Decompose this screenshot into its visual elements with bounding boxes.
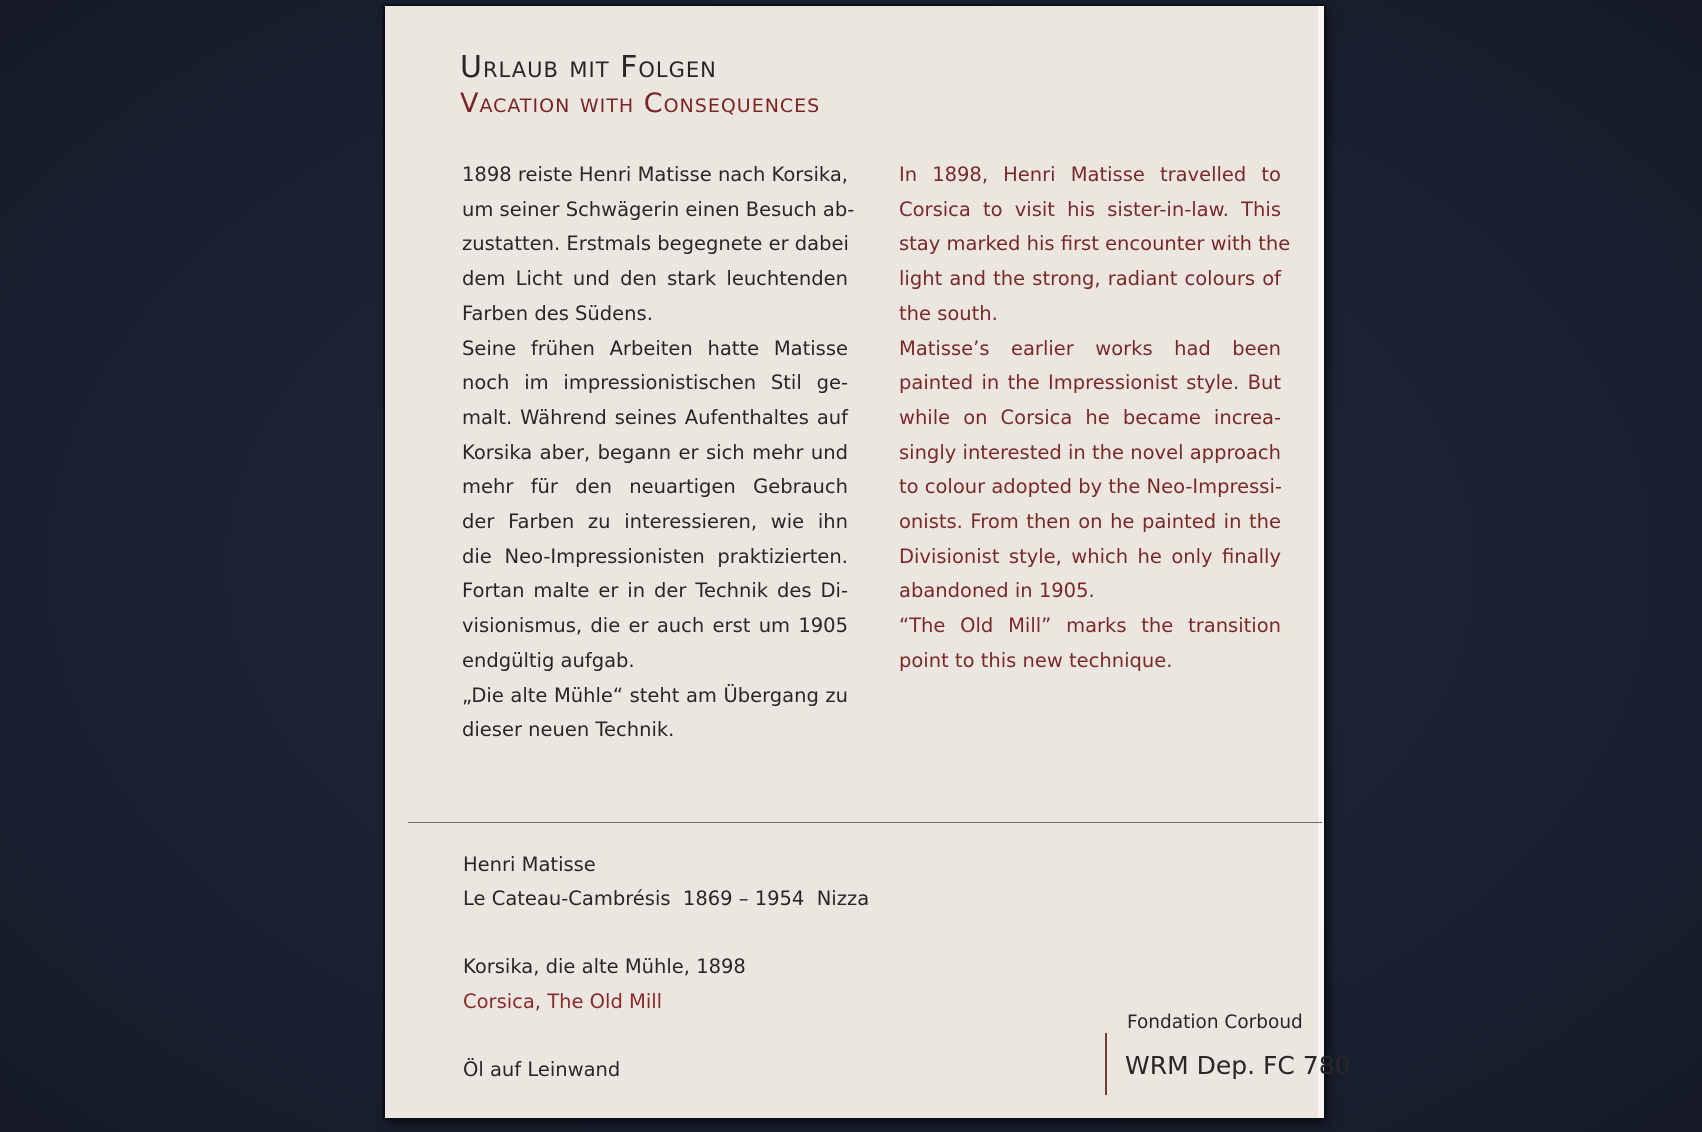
artist-name: Henri Matisse — [463, 853, 596, 876]
text-line: Korsika aber, begann er sich mehr und — [462, 440, 848, 464]
text-english — [899, 158, 1291, 679]
text-line: Corsica to visit his sister-in-law. This — [899, 197, 1281, 221]
artist-life: Le Cateau-Cambrésis 1869 – 1954 Nizza — [463, 887, 870, 910]
text-line: the south. — [899, 301, 998, 325]
text-line: onists. From then on he painted in the — [899, 510, 1281, 534]
text-line: Farben des Südens. — [462, 301, 653, 325]
text-line: In 1898, Henri Matisse travelled to — [899, 163, 1281, 186]
work-title-german: Korsika, die alte Mühle, 1898 — [463, 955, 746, 978]
text-line: “The Old Mill” marks the transition — [899, 614, 1281, 638]
text-line: painted in the Impressionist style. But — [899, 371, 1281, 395]
text-line: Divisionist style, which he only finally — [899, 544, 1281, 568]
text-line: while on Corsica he became increa- — [899, 405, 1281, 429]
text-line: singly interested in the novel approach — [899, 440, 1281, 464]
collection: Fondation Corboud — [1127, 1012, 1303, 1033]
work-title-english: Corsica, The Old Mill — [463, 990, 663, 1013]
museum-label — [385, 6, 1351, 1118]
divider — [408, 822, 1322, 823]
inventory-number: WRM Dep. FC 780 — [1125, 1051, 1351, 1080]
text-line: light and the strong, radiant colours of — [899, 267, 1281, 291]
text-line: dieser neuen Technik. — [462, 718, 675, 742]
text-line: noch im impressionistischen Stil ge- — [462, 371, 848, 395]
text-line: der Farben zu interessieren, wie ihn — [462, 510, 848, 534]
text-line: 1898 reiste Henri Matisse nach Korsika, — [462, 163, 848, 186]
text-line: endgültig aufgab. — [462, 648, 635, 672]
text-line: zustatten. Erstmals begegnete er dabei — [462, 232, 849, 256]
text-line: Fortan malte er in der Technik des Di- — [462, 579, 848, 603]
separator-line — [1105, 1033, 1107, 1095]
text-german — [462, 158, 855, 748]
text-line: um seiner Schwägerin einen Besuch ab- — [462, 197, 855, 221]
title-english: Vacation with Consequences — [460, 88, 821, 119]
text-line: „Die alte Mühle“ steht am Übergang zu — [462, 683, 848, 707]
text-line: visionismus, die er auch erst um 1905 — [462, 614, 848, 638]
text-line: abandoned in 1905. — [899, 579, 1095, 603]
text-line: to colour adopted by the Neo-Impressi- — [899, 475, 1282, 499]
text-line: mehr für den neuartigen Gebrauch — [462, 475, 848, 499]
title-german: Urlaub mit Folgen — [460, 50, 717, 85]
label-edge — [1318, 6, 1324, 1118]
medium: Öl auf Leinwand — [463, 1058, 621, 1081]
text-line: stay marked his first encounter with the — [899, 232, 1291, 256]
text-line: dem Licht und den stark leuchtenden — [462, 267, 848, 291]
text-line: point to this new technique. — [899, 648, 1173, 672]
text-line: malt. Während seines Aufenthaltes auf — [462, 405, 848, 429]
text-line: die Neo-Impressionisten praktizierten. — [462, 544, 848, 568]
text-line: Matisse’s earlier works had been — [899, 336, 1281, 360]
text-line: Seine frühen Arbeiten hatte Matisse — [462, 336, 848, 360]
